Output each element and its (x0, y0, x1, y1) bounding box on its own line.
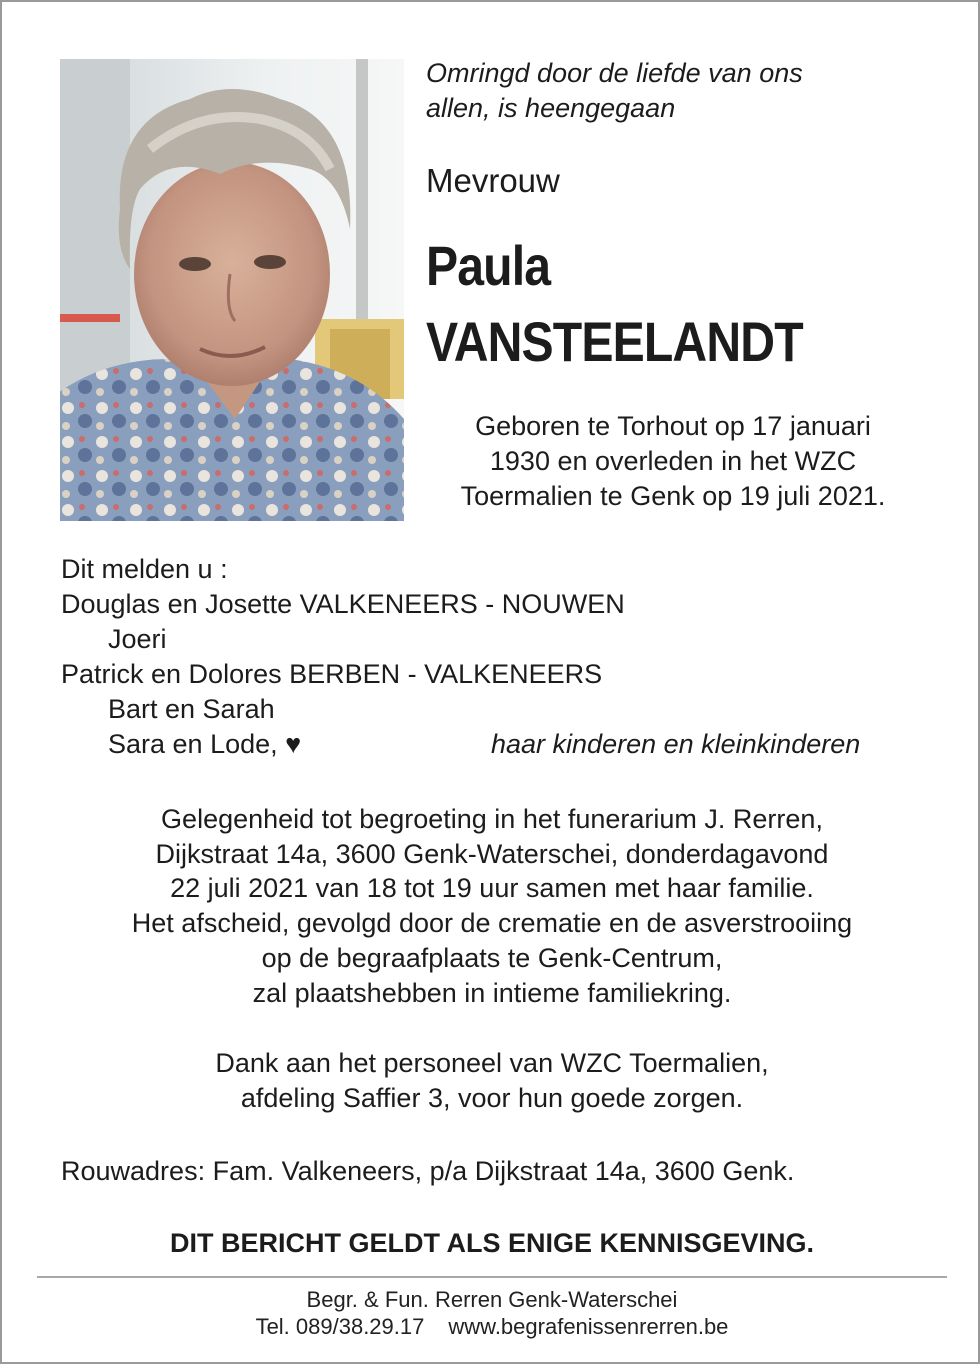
footer (2, 1286, 980, 1340)
family-member: Patrick en Dolores BERBEN - VALKENEERS (61, 659, 603, 689)
birth-line: 1930 en overleden in het WZC (489, 446, 857, 476)
intro-line: Omringd door de liefde van ons (426, 58, 803, 88)
portrait-illustration (60, 59, 404, 521)
birth-line: Geboren te Torhout op 17 januari (475, 411, 871, 441)
family-relation: haar kinderen en kleinkinderen (491, 729, 861, 759)
website-link[interactable]: www.begrafenissenrerren.be (448, 1314, 729, 1339)
contact-line (2, 1313, 980, 1340)
official-notice: DIT BERICHT GELDT ALS ENIGE KENNISGEVING. (169, 1228, 815, 1258)
footer-divider (37, 1276, 947, 1278)
birth-death-info (426, 409, 920, 514)
intro-line: allen, is heengegaan (426, 93, 676, 123)
family-member: Douglas en Josette VALKENEERS - NOUWEN (61, 589, 625, 619)
family-member: Joeri (108, 624, 167, 654)
visitation-line: zal plaatshebben in intieme familiekring. (252, 977, 732, 1008)
family-intro: Dit melden u : (61, 554, 228, 584)
birth-line: Toermalien te Genk op 19 juli 2021. (460, 481, 886, 511)
family-list (61, 552, 931, 762)
intro-text (426, 56, 946, 126)
phone-number: Tel. 089/38.29.17 (255, 1314, 425, 1339)
visitation-line: Gelegenheid tot begroeting in het funerarium J. Rerren, (161, 804, 823, 834)
visitation-info (32, 802, 952, 1010)
thanks-line: Dank aan het personeel van WZC Toermalien, (215, 1048, 769, 1078)
portrait-photo (60, 59, 404, 521)
visitation-line: Dijkstraat 14a, 3600 Genk-Waterschei, donderdagavond (155, 838, 829, 869)
thanks-line: afdeling Saffier 3, voor hun goede zorgen. (240, 1082, 744, 1113)
mourning-address: Rouwadres: Fam. Valkeneers, p/a Dijkstraat 14a, 3600 Genk. (61, 1156, 795, 1186)
family-member: Bart en Sarah (108, 694, 275, 724)
visitation-line: op de begraafplaats te Genk-Centrum, (261, 942, 723, 973)
first-name: Paula (426, 234, 551, 297)
visitation-line: 22 juli 2021 van 18 tot 19 uur samen met haar familie. (170, 873, 814, 904)
family-member: Sara en Lode, ♥ (108, 729, 302, 759)
thanks-text (32, 1046, 952, 1115)
funeral-company: Begr. & Fun. Rerren Genk-Waterschei (306, 1287, 678, 1312)
visitation-line: Het afscheid, gevolgd door de crematie en de asverstrooiing (131, 908, 853, 939)
last-name: VANSTEELANDT (426, 310, 803, 373)
honorific: Mevrouw (426, 162, 560, 199)
family-member-row (61, 727, 931, 762)
